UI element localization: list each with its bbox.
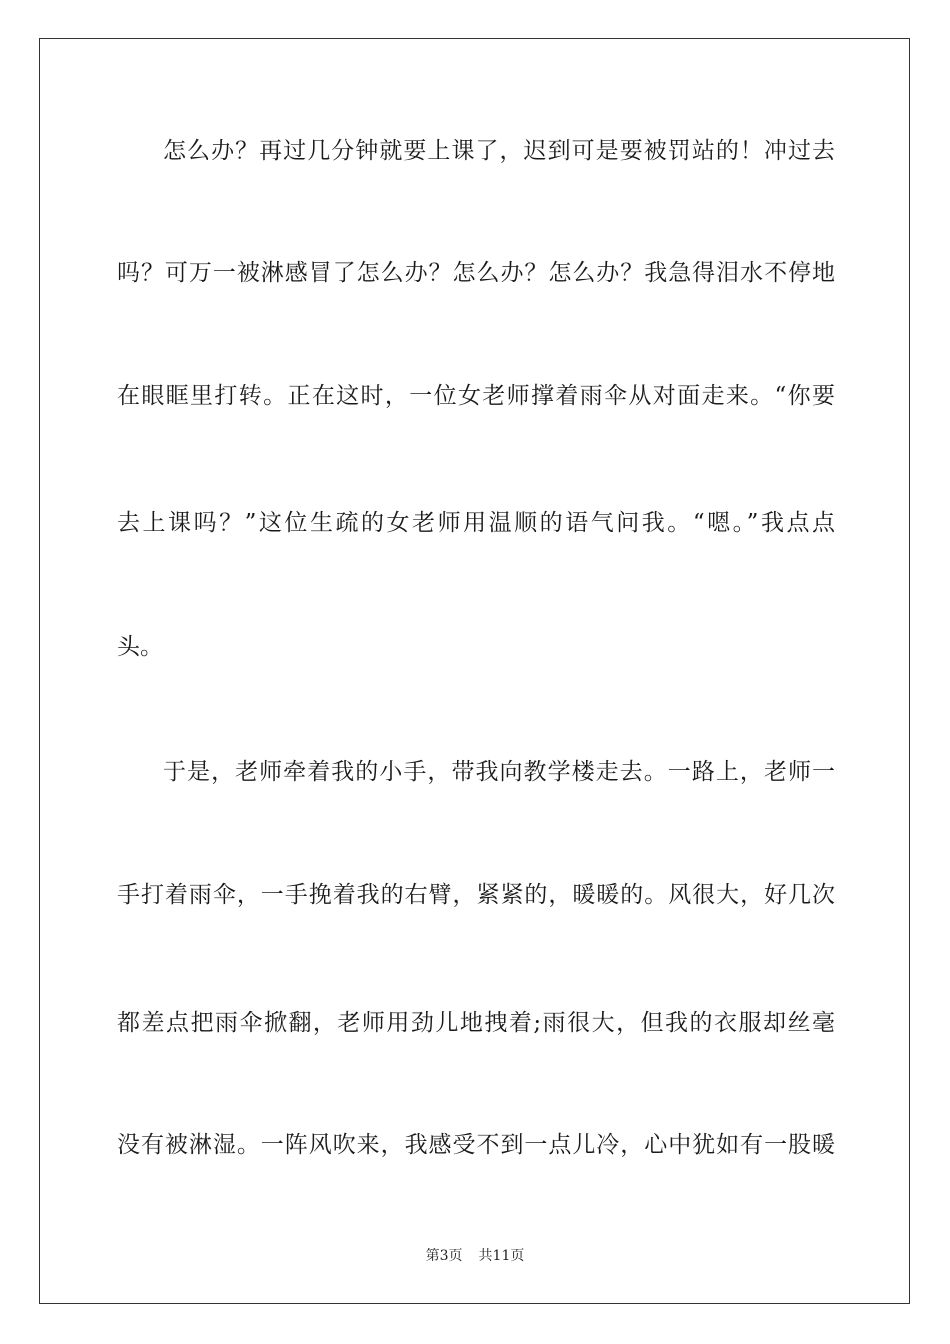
- page-total: 共11页: [478, 1248, 525, 1264]
- page-number: 第3页: [425, 1248, 463, 1264]
- page-border: [39, 38, 910, 1304]
- paragraph-1-line-3: 在眼眶里打转。正在这时，一位女老师撑着雨伞从对面走来。“你要: [117, 383, 835, 409]
- paragraph-1-line-2: 吗？可万一被淋感冒了怎么办？怎么办？怎么办？我急得泪水不停地: [117, 260, 835, 286]
- paragraph-2-line-1: 于是，老师牵着我的小手，带我向教学楼走去。一路上，老师一: [163, 759, 835, 785]
- paragraph-1-line-1: 怎么办？再过几分钟就要上课了，迟到可是要被罚站的！冲过去: [163, 138, 835, 164]
- paragraph-2-line-4: 没有被淋湿。一阵风吹来，我感受不到一点儿冷，心中犹如有一股暖: [117, 1132, 835, 1158]
- paragraph-2-line-2: 手打着雨伞，一手挽着我的右臂，紧紧的，暖暖的。风很大，好几次: [117, 882, 835, 908]
- paragraph-1-line-4: 去上课吗？”这位生疏的女老师用温顺的语气问我。“嗯。”我点点: [117, 510, 835, 536]
- page-footer: [0, 1247, 950, 1265]
- paragraph-2-line-3: 都差点把雨伞掀翻，老师用劲儿地拽着;雨很大，但我的衣服却丝毫: [117, 1010, 835, 1036]
- paragraph-1-line-5: 头。: [117, 634, 163, 660]
